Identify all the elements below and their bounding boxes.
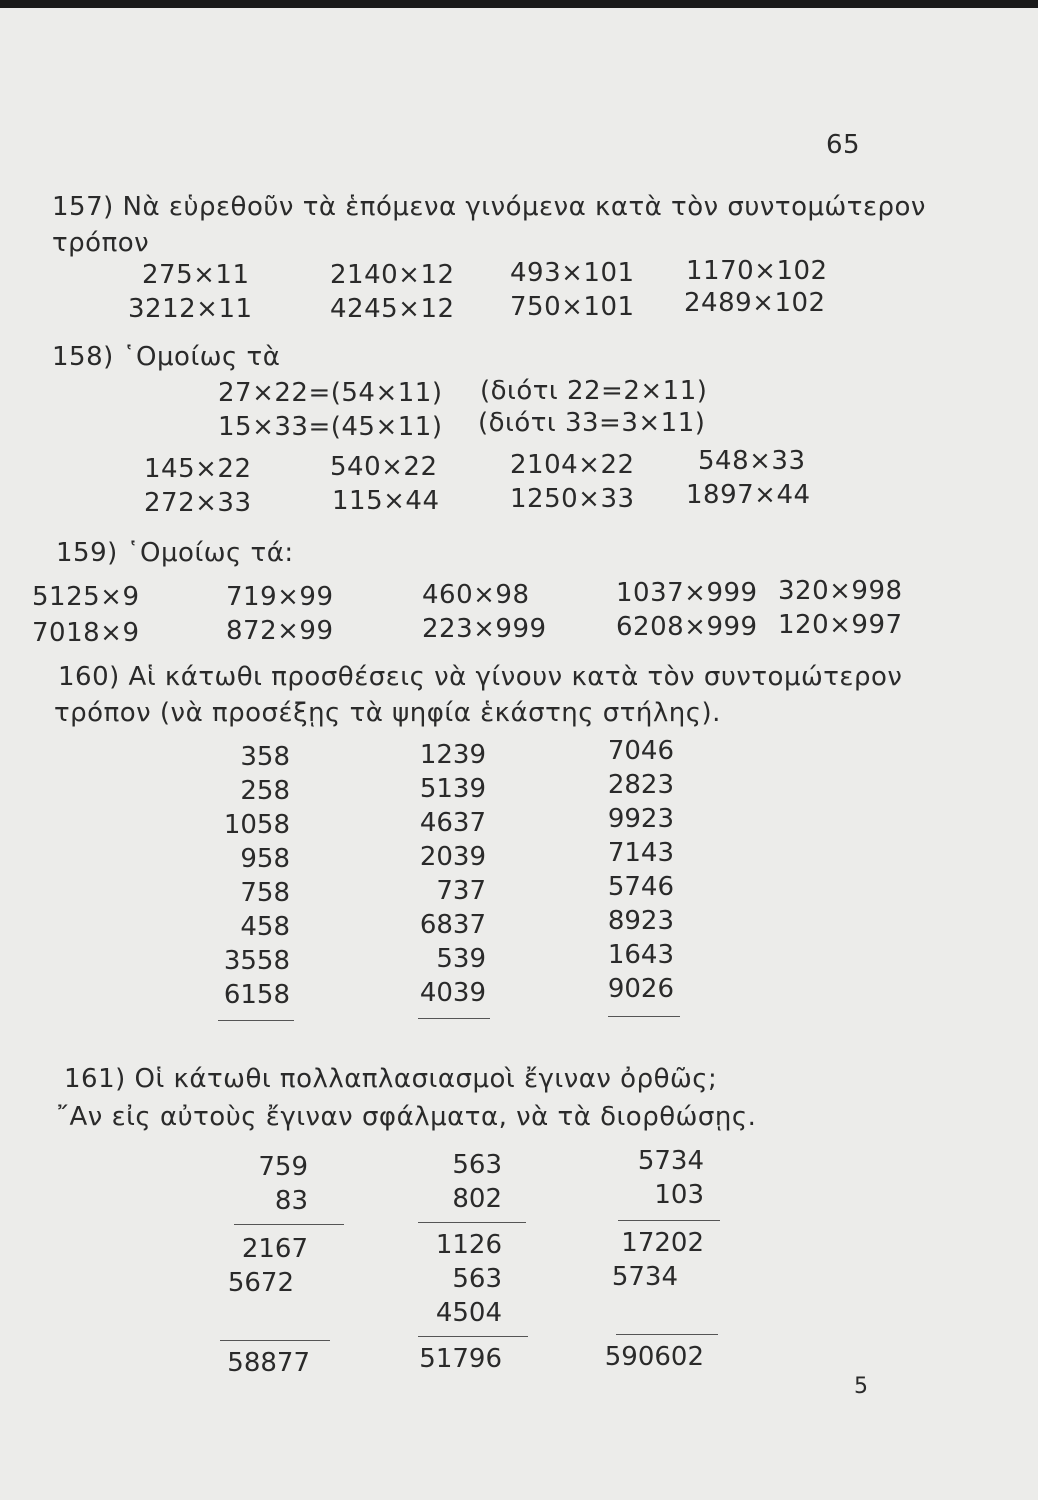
multiplicand: 563 <box>452 1150 502 1180</box>
p159-item: 7018×9 <box>32 618 140 648</box>
p158-item: 540×22 <box>330 452 438 482</box>
addend: 2039 <box>419 842 486 872</box>
multiplication-3-partials <box>596 1226 704 1260</box>
addend: 9026 <box>607 974 674 1004</box>
sum-line <box>418 1018 490 1019</box>
p159-item: 120×997 <box>778 610 903 640</box>
addend: 9923 <box>607 804 674 834</box>
p158-item: 1250×33 <box>510 484 635 514</box>
product-line <box>418 1222 526 1223</box>
p159-item: 1037×999 <box>616 578 758 608</box>
p157-item: 275×11 <box>142 260 250 290</box>
sum-line <box>218 1020 294 1021</box>
addend: 1643 <box>607 940 674 970</box>
p159-item: 223×999 <box>422 614 547 644</box>
sum-line <box>608 1016 680 1017</box>
p158-item: 145×22 <box>144 454 252 484</box>
multiplication-1-total <box>200 1346 310 1380</box>
multiplicand: 5734 <box>637 1146 704 1176</box>
partial-product: 563 <box>452 1264 502 1294</box>
multiplication-3-total <box>596 1340 704 1374</box>
addend: 6158 <box>223 980 290 1010</box>
multiplier: 802 <box>452 1184 502 1214</box>
addend: 5746 <box>607 872 674 902</box>
total-line <box>418 1336 528 1337</box>
p157-item: 4245×12 <box>330 294 455 324</box>
multiplication-2 <box>392 1148 502 1216</box>
p159-item: 5125×9 <box>32 582 140 612</box>
total-line <box>220 1340 330 1341</box>
p157-item: 493×101 <box>510 258 635 288</box>
addend: 758 <box>240 878 290 908</box>
product-total: 58877 <box>227 1348 310 1378</box>
problem-160-heading-cont: τρόπον (νὰ προσέξῃς τὰ ψηφία ἑκάστης στήλης). <box>54 698 721 728</box>
addend: 2823 <box>607 770 674 800</box>
problem-159-heading: 159) ῾Ομοίως τά: <box>56 538 294 568</box>
addend: 5139 <box>419 774 486 804</box>
multiplication-1 <box>200 1150 308 1218</box>
addend: 1058 <box>223 810 290 840</box>
problem-158-heading: 158) ῾Ομοίως τὰ <box>52 342 281 372</box>
p159-item: 6208×999 <box>616 612 758 642</box>
addend: 3558 <box>223 946 290 976</box>
footer-signature-mark: 5 <box>854 1374 869 1399</box>
addend: 7046 <box>607 736 674 766</box>
p158-example: 27×22=(54×11) <box>218 378 443 408</box>
product-total: 590602 <box>604 1342 704 1372</box>
problem-161-heading-cont: ῎Αν εἰς αὐτοὺς ἔγιναν σφάλματα, νὰ τὰ διορθώσῃς. <box>56 1102 757 1132</box>
multiplicand: 759 <box>258 1152 308 1182</box>
problem-157-heading: 157) Νὰ εὑρεθοῦν τὰ ἑπόμενα γινόμενα κατὰ τὸν συντομώτερον <box>52 192 926 222</box>
multiplication-1-partials <box>200 1232 308 1266</box>
addend: 4039 <box>419 978 486 1008</box>
addend: 8923 <box>607 906 674 936</box>
addend: 1239 <box>419 740 486 770</box>
addend: 539 <box>436 944 486 974</box>
p158-item: 2104×22 <box>510 450 635 480</box>
total-line <box>616 1334 718 1335</box>
multiplier: 103 <box>654 1180 704 1210</box>
multiplication-2-partials <box>392 1228 502 1330</box>
problem-157-heading-cont: τρόπον <box>52 228 150 258</box>
problem-161-heading: 161) Οἱ κάτωθι πολλαπλασιασμοὶ ἔγιναν ὀρθῶς; <box>64 1064 718 1094</box>
addend: 4637 <box>419 808 486 838</box>
partial-product: 5672 <box>227 1268 294 1298</box>
product-total: 51796 <box>419 1344 502 1374</box>
product-line <box>234 1224 344 1225</box>
scan-border <box>0 0 1038 8</box>
p159-item: 460×98 <box>422 580 530 610</box>
p160-column-2 <box>392 738 486 1010</box>
p157-item: 2140×12 <box>330 260 455 290</box>
partial-product: 4504 <box>435 1298 502 1328</box>
partial-product: 17202 <box>621 1228 704 1258</box>
p160-column-3 <box>580 734 674 1006</box>
p158-item: 1897×44 <box>686 480 811 510</box>
p159-item: 872×99 <box>226 616 334 646</box>
addend: 358 <box>240 742 290 772</box>
addend: 6837 <box>419 910 486 940</box>
p158-item: 548×33 <box>698 446 806 476</box>
multiplication-3-partials-2 <box>570 1260 678 1294</box>
p160-column-1 <box>196 740 290 1012</box>
addend: 458 <box>240 912 290 942</box>
addend: 737 <box>436 876 486 906</box>
multiplication-3 <box>596 1144 704 1212</box>
p158-item: 115×44 <box>332 486 440 516</box>
p158-example: 15×33=(45×11) <box>218 412 443 442</box>
partial-product: 2167 <box>241 1234 308 1264</box>
addend: 7143 <box>607 838 674 868</box>
page-number: 65 <box>826 130 861 160</box>
p158-example-note: (διότι 33=3×11) <box>478 408 706 438</box>
p159-item: 320×998 <box>778 576 903 606</box>
p158-example-note: (διότι 22=2×11) <box>480 376 708 406</box>
p157-item: 3212×11 <box>128 294 253 324</box>
partial-product: 5734 <box>611 1262 678 1292</box>
p157-item: 750×101 <box>510 292 635 322</box>
addend: 958 <box>240 844 290 874</box>
multiplication-1-partials-2 <box>186 1266 294 1300</box>
p159-item: 719×99 <box>226 582 334 612</box>
multiplier: 83 <box>274 1186 308 1216</box>
addend: 258 <box>240 776 290 806</box>
multiplication-2-total <box>392 1342 502 1376</box>
partial-product: 1126 <box>435 1230 502 1260</box>
product-line <box>618 1220 720 1221</box>
p157-item: 2489×102 <box>684 288 826 318</box>
p158-item: 272×33 <box>144 488 252 518</box>
problem-160-heading: 160) Αἱ κάτωθι προσθέσεις νὰ γίνουν κατὰ τὸν συντομώτερον <box>58 662 903 692</box>
p157-item: 1170×102 <box>686 256 828 286</box>
